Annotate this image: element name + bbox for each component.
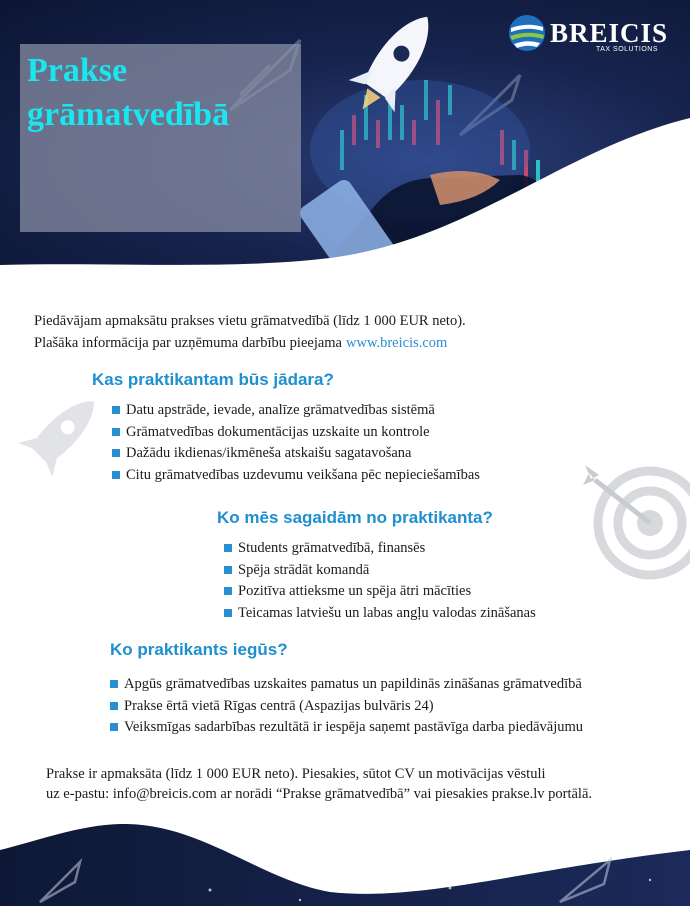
list-item-text: Veiksmīgas sadarbības rezultātā ir iespēja saņemt pastāvīga darba piedāvājumu — [124, 719, 584, 735]
list-item — [112, 422, 480, 444]
list-item-text: Citu grāmatvedības uzdevumu veikšana pēc nepieciešamības — [126, 466, 480, 483]
list-item — [112, 443, 480, 465]
closing-line-1: Prakse ir apmaksāta (līdz 1 000 EUR neto). Piesakies, sūtot CV un motivācijas vēstuli — [46, 766, 546, 782]
list-item-text: Students grāmatvedībā, finansēs — [238, 540, 426, 556]
bullet-square-icon — [224, 609, 232, 617]
list-item-text: Grāmatvedības dokumentācijas uzskaite un kontrole — [126, 423, 430, 440]
list-item — [224, 560, 536, 582]
logo-subtitle: TAX SOLUTIONS — [596, 46, 658, 53]
bullet-square-icon — [110, 702, 118, 710]
bullet-square-icon — [110, 680, 118, 688]
list-item — [110, 717, 583, 739]
list-item — [112, 465, 480, 487]
expectations-list — [224, 538, 536, 624]
target-icon — [575, 455, 690, 585]
tasks-list — [112, 400, 480, 486]
bullet-square-icon — [112, 449, 120, 457]
list-item — [112, 400, 480, 422]
closing-text — [46, 764, 676, 804]
list-item-text: Apgūs grāmatvedības uzskaites pamatus un papildinās zināšanas grāmatvedībā — [124, 676, 582, 692]
closing-line-2: uz e-pastu: info@breicis.com ar norādi “Prakse grāmatvedībā” vai piesakies prakse.lv portālā. — [46, 786, 593, 802]
bullet-square-icon — [112, 471, 120, 479]
page-title — [27, 49, 277, 137]
bullet-square-icon — [112, 406, 120, 414]
bullet-square-icon — [224, 544, 232, 552]
list-item-text: Datu apstrāde, ievade, analīze grāmatvedības sistēmā — [126, 402, 435, 418]
section-title-tasks: Kas praktikantam būs jādara? — [92, 370, 334, 389]
title-line-2: grāmatvedībā — [27, 96, 230, 133]
website-link[interactable]: www.breicis.com — [346, 335, 448, 351]
title-line-1: Prakse — [27, 52, 128, 89]
list-item-text: Prakse ērtā vietā Rīgas centrā (Aspazijas bulvāris 24) — [124, 697, 434, 714]
bullet-square-icon — [224, 587, 232, 595]
logo-mark-icon — [508, 14, 546, 52]
intro-text — [34, 310, 654, 354]
list-item-text: Spēja strādāt komandā — [238, 561, 370, 578]
list-item — [224, 538, 536, 560]
section-title-expectations: Ko mēs sagaidām no praktikanta? — [217, 508, 493, 527]
benefits-list — [110, 674, 583, 739]
list-item — [224, 581, 536, 603]
footer-wave — [0, 810, 690, 906]
list-item-text: Teicamas latviešu un labas angļu valodas zināšanas — [238, 604, 536, 621]
rocket-icon — [0, 380, 110, 500]
bullet-square-icon — [112, 428, 120, 436]
bullet-square-icon — [110, 723, 118, 731]
list-item-text: Pozitīva attieksme un spēja ātri mācīties — [238, 583, 472, 599]
company-logo — [508, 14, 668, 58]
intro-line-1: Piedāvājam apmaksātu prakses vietu grāmatvedībā (līdz 1 000 EUR neto). — [34, 313, 466, 329]
list-item — [110, 674, 583, 696]
list-item-text: Dažādu ikdienas/ikmēneša atskaišu sagatavošana — [126, 445, 412, 461]
bullet-square-icon — [224, 566, 232, 574]
section-title-benefits: Ko praktikants iegūs? — [110, 640, 288, 659]
list-item — [110, 696, 583, 718]
intro-line-2-text: Plašāka informācija par uzņēmuma darbību pieejama — [34, 335, 342, 351]
intro-line-2 — [34, 332, 654, 354]
hero-banner — [0, 0, 690, 290]
logo-name: BREICIS — [550, 18, 669, 48]
list-item — [224, 603, 536, 625]
